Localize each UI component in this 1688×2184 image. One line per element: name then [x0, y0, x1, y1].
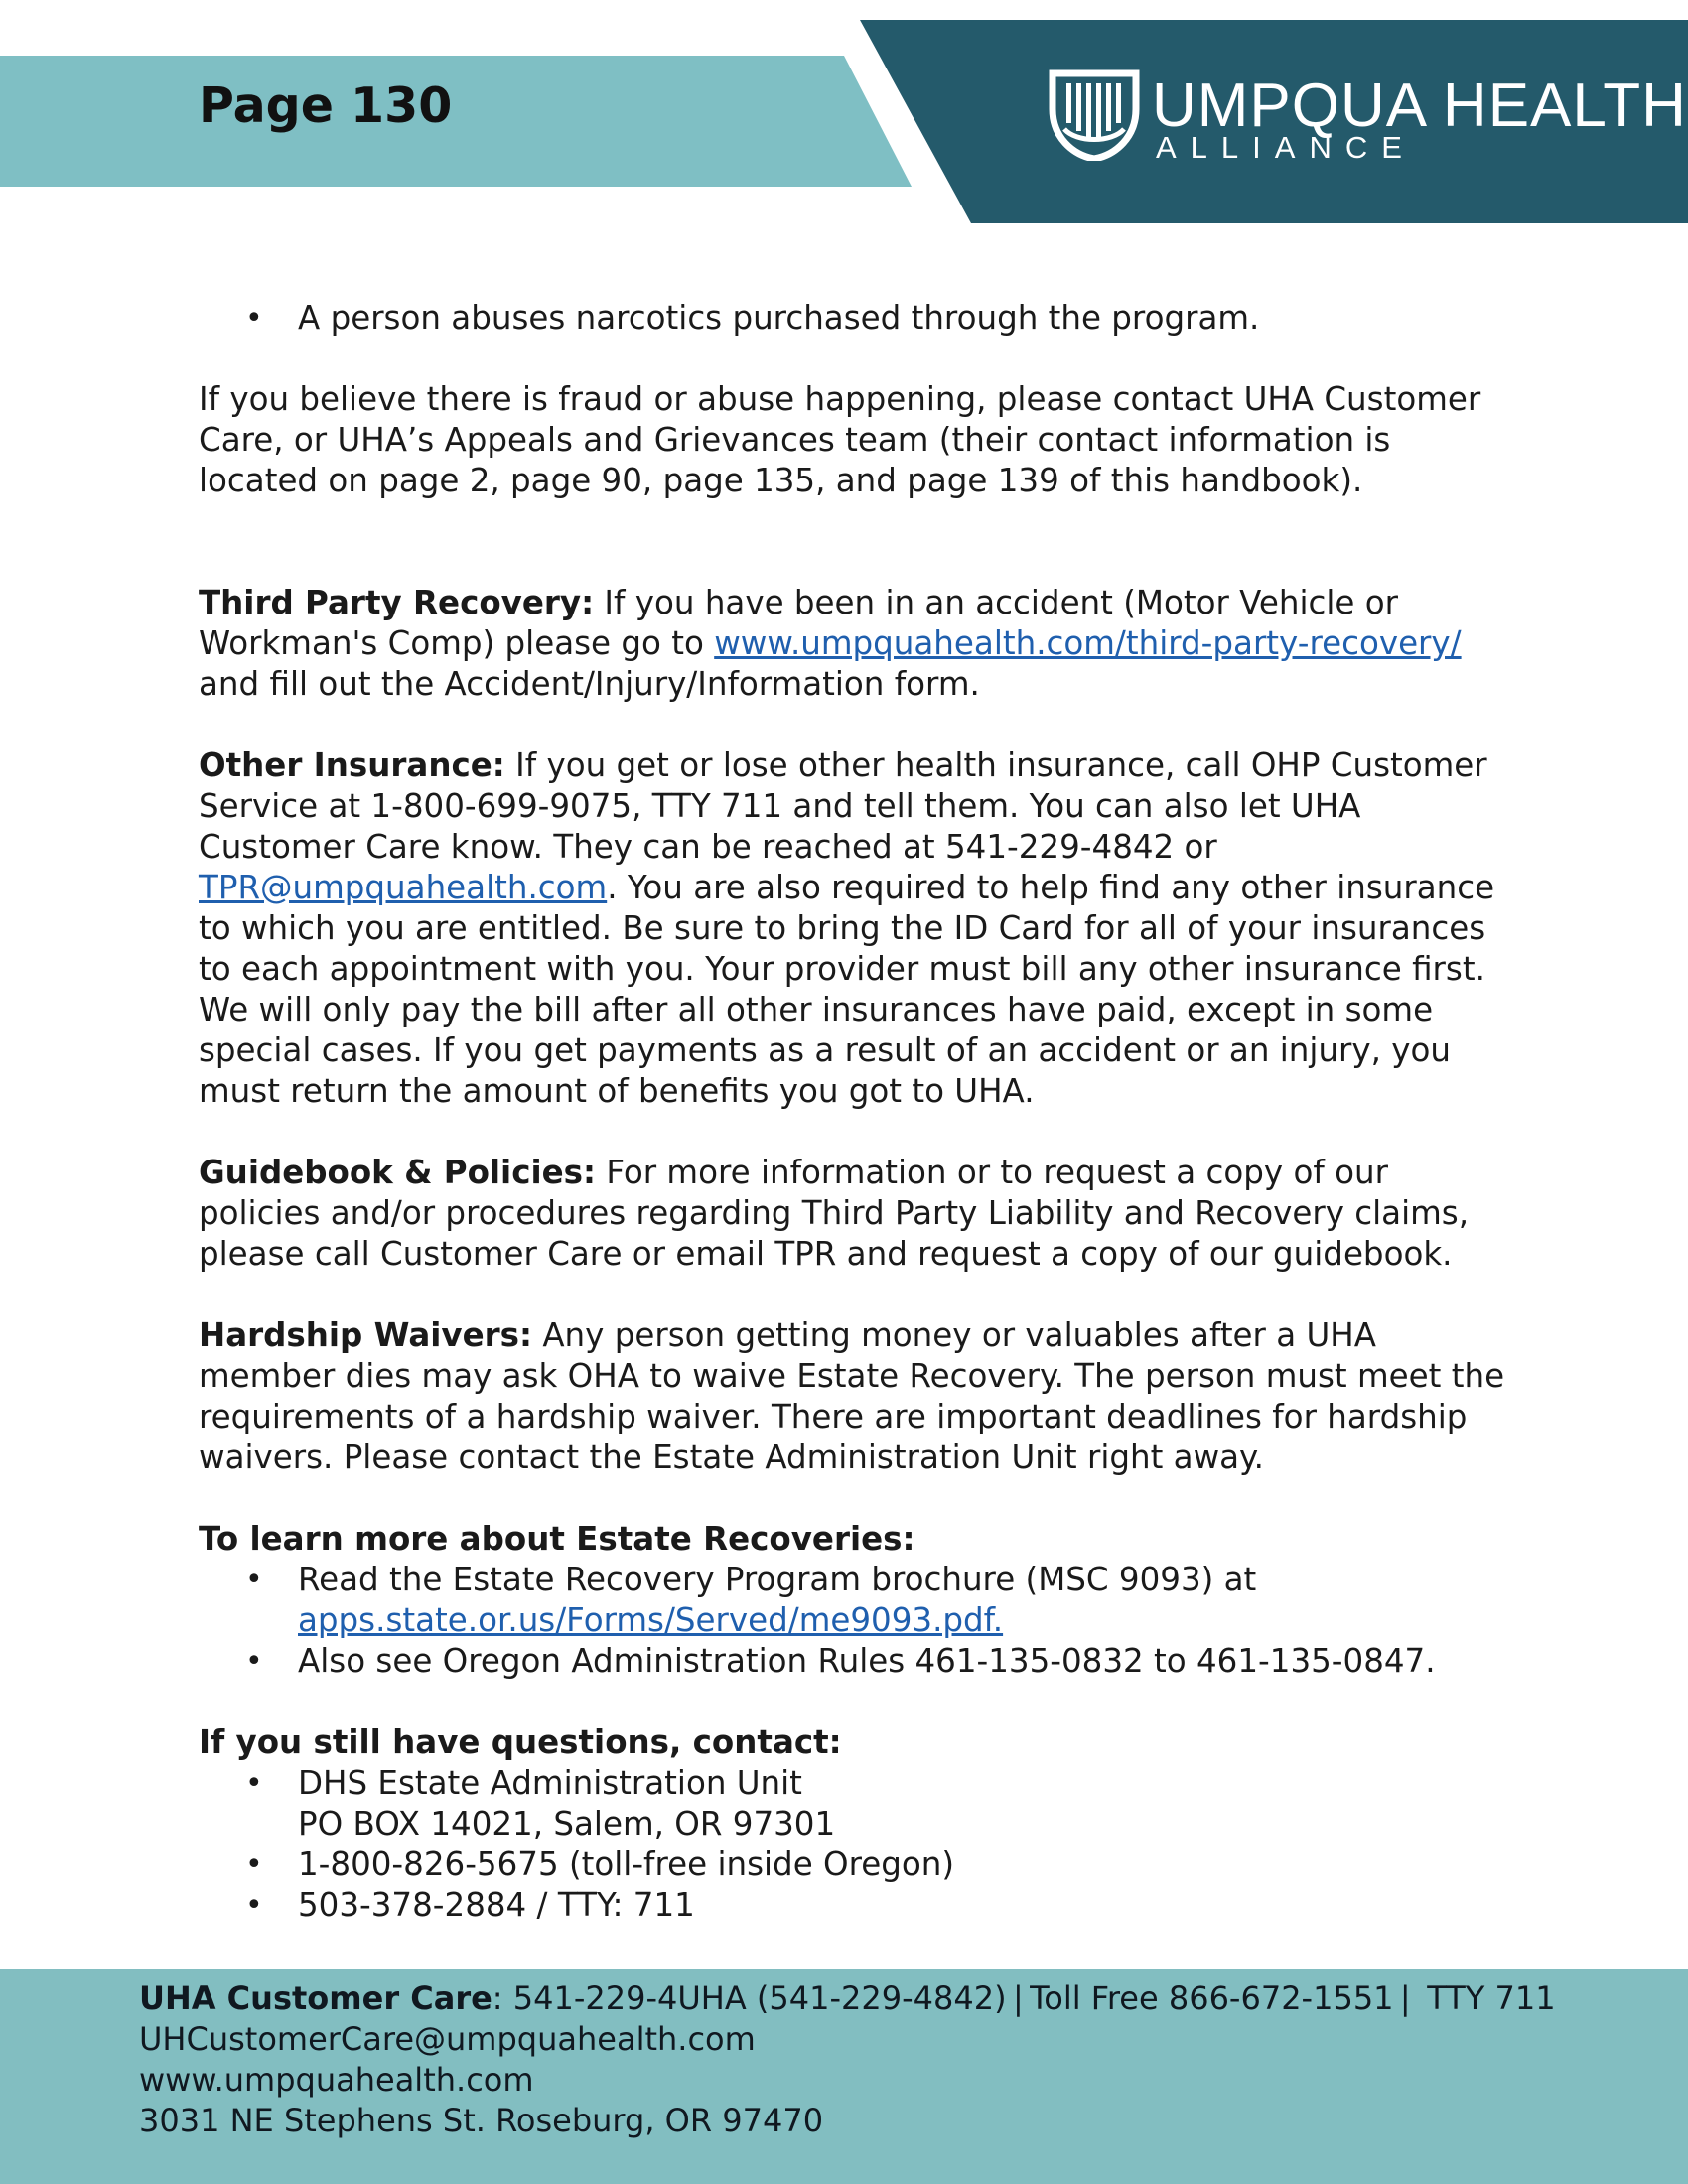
guidebook-text: For more information or to request a copy of our policies and/or procedures regarding Third Party Liability and Recovery claims, please call Customer Care or email TPR and request a copy of our guidebook. — [199, 1154, 1470, 1273]
learn-more-heading: To learn more about Estate Recoveries: — [199, 1520, 915, 1558]
footer-email[interactable]: UHCustomerCare@umpquahealth.com — [139, 2020, 756, 2058]
unit-name: • DHS Estate Administration Unit — [298, 1764, 802, 1802]
third-party-text-before: If you have been in an accident (Motor Vehicle or Workman's Comp) please go to — [199, 584, 1398, 662]
footer-contact-block — [139, 1979, 1556, 2141]
learn-more-list — [199, 1560, 1509, 1682]
footer-website[interactable]: www.umpquahealth.com — [139, 2061, 534, 2099]
hardship-paragraph — [199, 1315, 1509, 1478]
list-item — [199, 1560, 1509, 1641]
umpqua-health-logo — [1047, 69, 1687, 169]
brochure-text: Read the Estate Recovery Program brochure (MSC 9093) at — [298, 1561, 1257, 1598]
intro-bullet-list — [199, 298, 1509, 339]
list-item: • A person abuses narcotics purchased through the program. — [199, 298, 1509, 339]
other-insurance-label: Other Insurance: — [199, 747, 505, 784]
page-footer — [0, 1969, 1688, 2184]
hardship-text: Any person getting money or valuables after a UHA member dies may ask OHA to waive Estate Recovery. The person must meet the requirements of a hardship waiver. There are important deadlines for hardship waivers. Please contact the Estate Administration Unit right away. — [199, 1316, 1505, 1476]
page-header — [0, 0, 1688, 228]
footer-care-line — [139, 1979, 1556, 2019]
third-party-recovery-link[interactable]: www.umpquahealth.com/third-party-recovery/ — [714, 624, 1462, 662]
tpr-email-link[interactable]: TPR@umpquahealth.com — [199, 869, 608, 906]
footer-care-text: : 541-229-4UHA (541-229-4842) | Toll Free 866-672-1551 | TTY 711 — [492, 1979, 1556, 2017]
page-number: Page 130 — [199, 77, 453, 134]
footer-care-label: UHA Customer Care — [139, 1979, 492, 2017]
other-insurance-text-after: . You are also required to help find any other insurance to which you are entitled. Be sure to bring the ID Card for all of your insurances to each appointment with you. Your provider must bill any other insurance first. We will only pay the bill after all other insurances have paid, except in some special cases. If you get payments as a result of an accident or an injury, you must return the amount of benefits you got to UHA. — [199, 869, 1495, 1110]
list-item — [199, 1763, 1509, 1844]
logo-shield-icon — [1047, 69, 1142, 161]
third-party-recovery-paragraph — [199, 583, 1509, 705]
document-body — [199, 298, 1509, 1926]
questions-heading: If you still have questions, contact: — [199, 1723, 842, 1761]
list-item: • Also see Oregon Administration Rules 461-135-0832 to 461-135-0847. — [199, 1641, 1509, 1682]
other-insurance-text-before: If you get or lose other health insurance, call OHP Customer Service at 1-800-699-9075, TTY 711 and tell them. You can also let UHA Customer Care know. They can be reached at 541-229-4842 or — [199, 747, 1487, 866]
third-party-text-after: and fill out the Accident/Injury/Information form. — [199, 665, 980, 703]
list-item: • 503-378-2884 / TTY: 711 — [199, 1885, 1509, 1926]
logo-title: UMPQUA HEALTH — [1152, 71, 1687, 140]
fraud-paragraph: If you believe there is fraud or abuse happening, please contact UHA Customer Care, or UHA’s Appeals and Grievances team (their contact information is located on page 2, page 90, page 135, and page 139 of this handbook). — [199, 380, 1481, 499]
brochure-link[interactable]: apps.state.or.us/Forms/Served/me9093.pdf. — [298, 1601, 1004, 1639]
unit-address: PO BOX 14021, Salem, OR 97301 — [298, 1805, 836, 1843]
questions-list — [199, 1763, 1509, 1926]
header-light-band — [0, 56, 912, 187]
list-item: • 1-800-826-5675 (toll-free inside Oregon) — [199, 1844, 1509, 1885]
footer-address: 3031 NE Stephens St. Roseburg, OR 97470 — [139, 2102, 824, 2139]
guidebook-label: Guidebook & Policies: — [199, 1154, 596, 1191]
guidebook-paragraph — [199, 1153, 1509, 1275]
third-party-recovery-label: Third Party Recovery: — [199, 584, 595, 621]
logo-subtitle: ALLIANCE — [1156, 130, 1416, 165]
other-insurance-paragraph — [199, 746, 1509, 1112]
hardship-label: Hardship Waivers: — [199, 1316, 532, 1354]
